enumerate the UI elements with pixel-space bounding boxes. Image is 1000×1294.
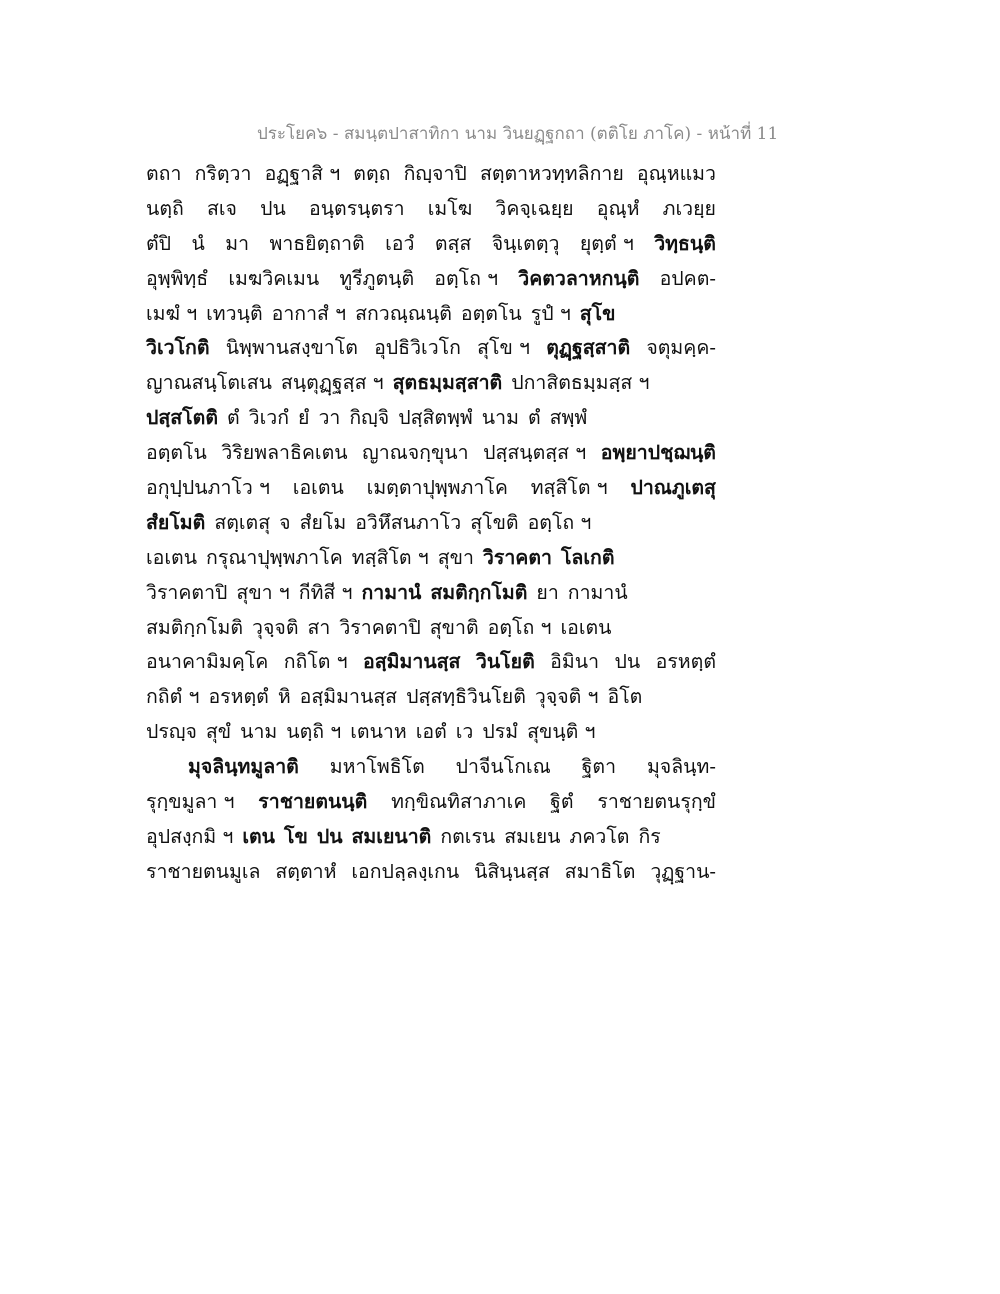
word: อฏฺฐาสิ ฯ bbox=[264, 162, 341, 185]
word: สนฺตุฏฺฐสฺส ฯ bbox=[280, 371, 384, 395]
word: เตนาห bbox=[350, 720, 407, 744]
word: วุฏฺฐาน- bbox=[650, 859, 716, 883]
word: เอเตน bbox=[560, 615, 612, 639]
word: สตฺตาหํ bbox=[275, 859, 337, 883]
text-line bbox=[146, 715, 716, 750]
text-line bbox=[146, 576, 716, 611]
word: ปกาสิตธมฺมสฺส ฯ bbox=[511, 371, 650, 395]
text-line bbox=[146, 855, 716, 890]
word: สุขา bbox=[437, 545, 474, 569]
word: กิร bbox=[638, 824, 661, 848]
word: สมติกฺกโมติ bbox=[146, 615, 244, 639]
word: จ bbox=[279, 510, 291, 534]
text-line bbox=[146, 645, 716, 680]
word: ภเวยฺย bbox=[662, 196, 716, 220]
word: ญาณสนฺโตเสน bbox=[146, 371, 272, 395]
word: อนาคามิมคฺโค bbox=[146, 650, 269, 674]
bold-term: ปสฺสโตติ bbox=[146, 406, 218, 430]
word: สตฺตาหวทฺทลิกาย bbox=[479, 162, 624, 185]
word: อตฺโถ ฯ bbox=[487, 615, 552, 639]
word: อากาสํ ฯ bbox=[271, 301, 347, 325]
bold-term: วินโยติ bbox=[475, 650, 535, 674]
word: ภควโต bbox=[569, 824, 630, 848]
word: อุปธิวิเวโก bbox=[374, 336, 461, 360]
word: ทสฺสิโต ฯ bbox=[530, 476, 608, 500]
word: วิราคตาปิ bbox=[146, 580, 228, 604]
text-line bbox=[146, 436, 716, 471]
word: กรุณาปุพฺพภาโค bbox=[206, 545, 343, 569]
word: ปสฺสิตพฺพํ bbox=[398, 406, 473, 430]
word: อิโต bbox=[607, 685, 643, 709]
word: ทูรีภูตนฺติ bbox=[339, 266, 415, 290]
word: กิญฺจาปิ bbox=[403, 162, 467, 185]
bold-term: สํยโมติ bbox=[146, 510, 206, 534]
text-line bbox=[146, 611, 716, 646]
word: ตํปิ bbox=[146, 231, 172, 255]
word: ปาจีนโกเณ bbox=[455, 755, 551, 779]
text-line bbox=[146, 820, 716, 855]
word: นตฺถิ bbox=[146, 196, 184, 220]
word: ปน bbox=[260, 196, 286, 220]
word: เว bbox=[455, 720, 474, 744]
word: ราชายตนรุกฺขํ bbox=[597, 790, 716, 814]
word: ยํ bbox=[298, 406, 310, 430]
bold-term: วิคตวลาหกนฺติ bbox=[518, 266, 640, 290]
page-header: ประโยค๖ - สมนฺตปาสาทิกา นาม วินยฏฺฐกถา (ตติโย ภาโค) - หน้าที่ 11 bbox=[257, 124, 779, 144]
bold-term: ตุฏฺฐสฺสาติ bbox=[546, 336, 631, 360]
word: สพฺพํ bbox=[549, 406, 588, 430]
bold-term: โข bbox=[284, 824, 308, 848]
word: เมตฺตาปุพฺพภาโค bbox=[366, 476, 508, 500]
word: นาม bbox=[240, 720, 278, 744]
bold-term: วิเวโกติ bbox=[146, 336, 210, 360]
bold-term: อพฺยาปชฺฌนฺติ bbox=[600, 441, 716, 465]
word: วิราคตาปิ bbox=[339, 615, 421, 639]
word: วิริยพลาธิคเตน bbox=[221, 441, 348, 465]
word: ทสฺสิโต ฯ bbox=[351, 545, 429, 569]
text-line bbox=[146, 541, 716, 576]
text-line bbox=[146, 262, 716, 297]
word: มหาโพธิโต bbox=[329, 755, 425, 779]
word: สุขา ฯ bbox=[236, 580, 290, 604]
text-line bbox=[146, 506, 716, 541]
word: เมฆวิคเมน bbox=[228, 266, 320, 290]
word: นํ bbox=[191, 231, 205, 255]
text-line bbox=[146, 401, 716, 436]
word: ยุตฺตํ ฯ bbox=[579, 231, 634, 255]
text-line bbox=[146, 471, 716, 506]
word: อตฺตโน bbox=[146, 441, 207, 465]
word: ตถา bbox=[146, 162, 182, 185]
word: สุโข ฯ bbox=[477, 336, 530, 360]
word: สตฺเตสุ bbox=[214, 510, 271, 534]
word: สุขาติ bbox=[429, 615, 479, 639]
word: ฐิตา bbox=[581, 755, 617, 779]
word: นิสินฺนสฺส bbox=[474, 859, 550, 883]
word: ราชายตนมูเล bbox=[146, 859, 261, 883]
word: รูปํ ฯ bbox=[530, 301, 571, 325]
bold-term: ปน bbox=[316, 824, 343, 848]
word: อุพฺพิทฺธํ bbox=[146, 266, 209, 290]
word: นิพฺพานสงฺขาโต bbox=[225, 336, 358, 360]
word: อตฺตโน bbox=[460, 301, 522, 325]
text-line bbox=[146, 680, 716, 715]
word: ทกฺขิณทิสาภาเค bbox=[391, 790, 527, 814]
text-line bbox=[146, 750, 716, 785]
word: สุโขติ bbox=[470, 510, 519, 534]
word: จตุมคฺค- bbox=[646, 336, 716, 360]
word: เอเตน bbox=[146, 545, 198, 569]
word: ตํ bbox=[226, 406, 240, 430]
bold-term: เตน bbox=[242, 824, 275, 848]
word: อรหตฺตํ bbox=[655, 650, 716, 674]
word: นตฺถิ ฯ bbox=[286, 720, 342, 744]
bold-term: สุโข bbox=[579, 301, 616, 325]
bold-term: อสฺมิมานสฺส bbox=[363, 650, 461, 674]
bold-term: วิทฺธนฺติ bbox=[654, 231, 716, 255]
word: ยา bbox=[536, 580, 559, 604]
word: อรหตฺตํ bbox=[208, 685, 269, 709]
word: วุจฺจติ bbox=[252, 615, 299, 639]
word: อิมินา bbox=[550, 650, 600, 674]
word: วิเวกํ bbox=[248, 406, 290, 430]
word: วุจฺจติ ฯ bbox=[534, 685, 599, 709]
word: มุจลินฺท- bbox=[646, 755, 716, 779]
body-text bbox=[146, 157, 716, 890]
word: เอกปลฺลงฺเกน bbox=[351, 859, 460, 883]
word: พาธยิตฺถาติ bbox=[269, 231, 365, 255]
word: อปคต- bbox=[659, 266, 716, 290]
word: อตฺโถ ฯ bbox=[527, 510, 592, 534]
word: กถิโต ฯ bbox=[283, 650, 348, 674]
word: รุกฺขมูลา ฯ bbox=[146, 790, 235, 814]
word: กามานํ bbox=[567, 580, 628, 604]
word: เอวํ bbox=[385, 231, 415, 255]
word: สกวณฺณนฺติ bbox=[355, 301, 452, 325]
word: เมโฆ bbox=[427, 196, 473, 220]
text-line bbox=[146, 157, 716, 192]
word: เมฆํ ฯ bbox=[146, 301, 198, 325]
word: สมาธิโต bbox=[564, 859, 636, 883]
word: สุขํ bbox=[205, 720, 232, 744]
word: ตํ bbox=[527, 406, 541, 430]
word: ปรมํ bbox=[482, 720, 519, 744]
word: นาม bbox=[481, 406, 519, 430]
bold-term: สมติกฺกโมติ bbox=[430, 580, 528, 604]
word: อสฺมิมานสฺส bbox=[299, 685, 398, 709]
word: เทวนฺติ bbox=[206, 301, 263, 325]
word: มา bbox=[225, 231, 250, 255]
word: อวิหึสนภาโว bbox=[355, 510, 462, 534]
word: จินฺเตตฺวุ bbox=[491, 231, 560, 255]
word: กริตฺวา bbox=[194, 162, 252, 185]
bold-term: ราชายตนนฺติ bbox=[258, 790, 368, 814]
bold-term: มุจลินฺทมูลาติ bbox=[188, 755, 299, 779]
word: หิ bbox=[277, 685, 291, 709]
word: กถิตํ ฯ bbox=[146, 685, 200, 709]
word: สุขนฺติ ฯ bbox=[527, 720, 596, 744]
bold-term: วิราคตา bbox=[482, 545, 552, 569]
word: กีทิสี ฯ bbox=[298, 580, 353, 604]
word: ปรญฺจ bbox=[146, 720, 197, 744]
word: เอเตน bbox=[292, 476, 344, 500]
word: กิญฺจิ bbox=[349, 406, 390, 430]
word: อุณฺหํ bbox=[596, 196, 640, 220]
word: อนฺตรนฺตรา bbox=[309, 196, 405, 220]
word: อุปสงฺกมิ ฯ bbox=[146, 824, 234, 848]
word: ตสฺส bbox=[434, 231, 472, 255]
word: อกุปฺปนภาโว ฯ bbox=[146, 476, 270, 500]
word: ฐิตํ bbox=[550, 790, 574, 814]
word: อตฺโถ ฯ bbox=[434, 266, 499, 290]
text-line bbox=[146, 366, 716, 401]
bold-term: สุตธมฺมสฺสาติ bbox=[392, 371, 503, 395]
word: เอตํ bbox=[415, 720, 447, 744]
word: ปน bbox=[614, 650, 641, 674]
bold-term: โลเกติ bbox=[560, 545, 615, 569]
bold-term: กามานํ bbox=[361, 580, 422, 604]
bold-term: สมเยนาติ bbox=[351, 824, 432, 848]
text-line bbox=[146, 192, 716, 227]
word: ตตฺถ bbox=[353, 162, 391, 185]
word: ปสฺสทฺธิวินโยติ bbox=[406, 685, 526, 709]
word: อุณฺหแมว bbox=[636, 162, 716, 185]
word: สา bbox=[307, 615, 331, 639]
text-line bbox=[146, 331, 716, 366]
word: กตเรน bbox=[440, 824, 496, 848]
text-line bbox=[146, 785, 716, 820]
word: สํยโม bbox=[299, 510, 347, 534]
word: ญาณจกฺขุนา bbox=[362, 441, 469, 465]
word: วา bbox=[318, 406, 341, 430]
text-line bbox=[146, 227, 716, 262]
bold-term: ปาณภูเตสุ bbox=[630, 476, 716, 500]
word: ปสฺสนฺตสฺส ฯ bbox=[483, 441, 587, 465]
text-line bbox=[146, 297, 716, 332]
word: สเจ bbox=[206, 196, 237, 220]
word: สมเยน bbox=[504, 824, 561, 848]
word: วิคจฺเฉยฺย bbox=[495, 196, 574, 220]
